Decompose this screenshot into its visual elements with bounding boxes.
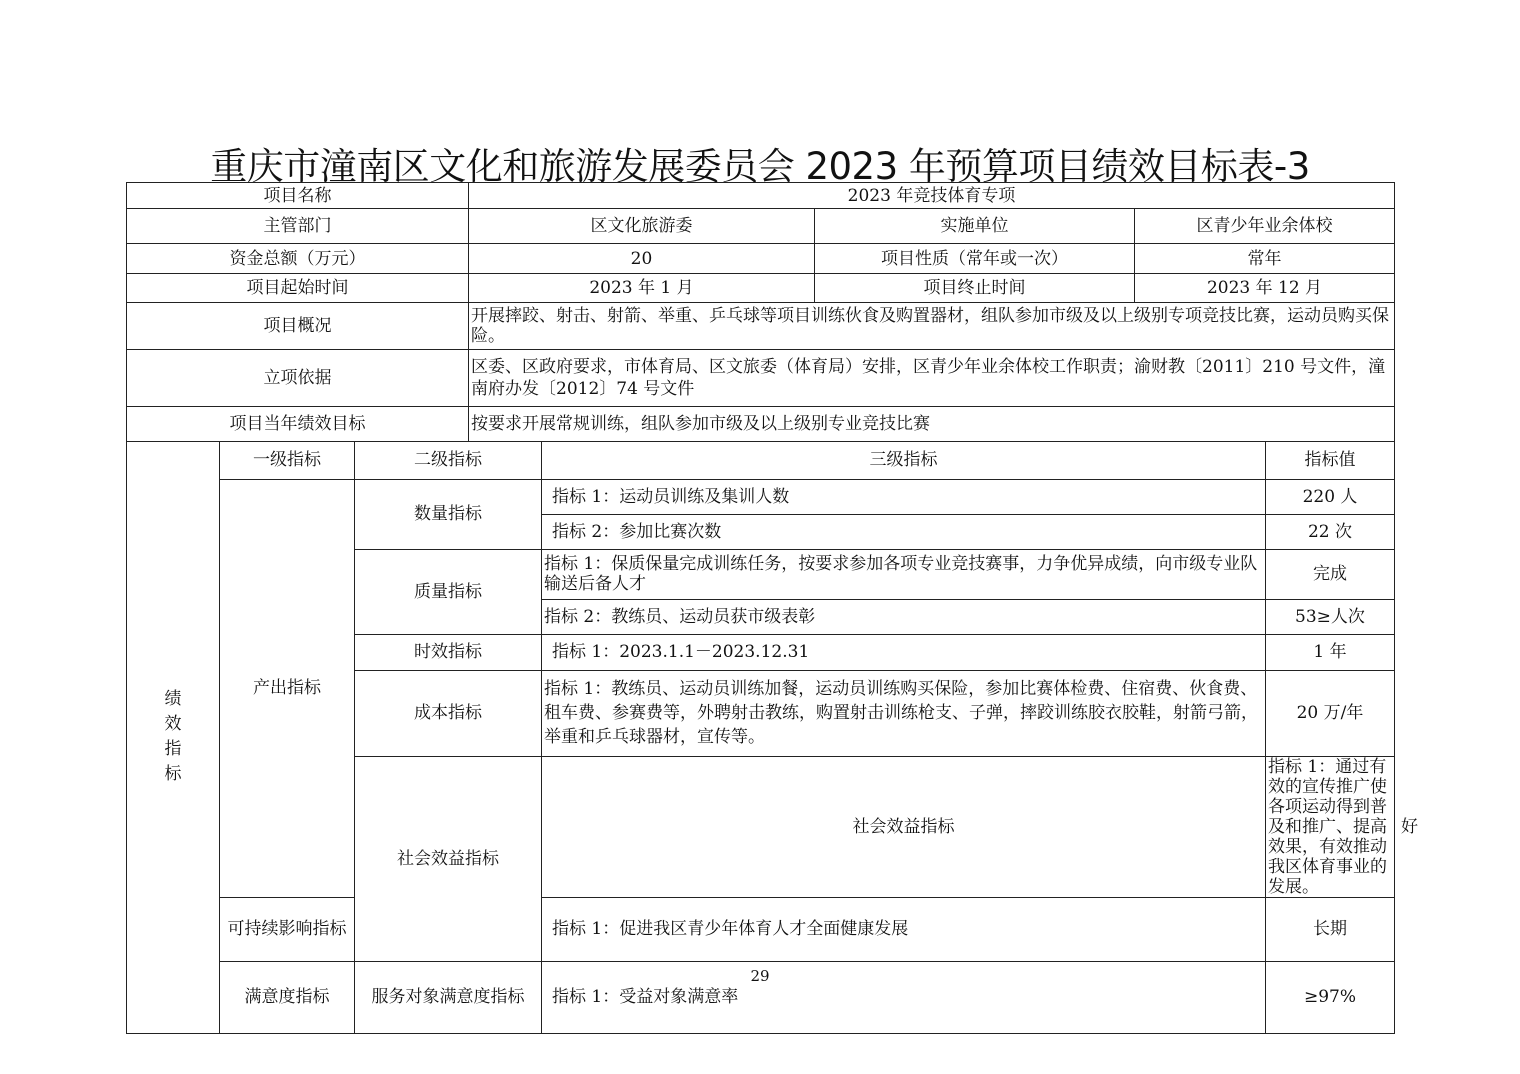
satisfaction-value-1: ≥97% (1266, 961, 1395, 1033)
sustainability-indicator: 可持续影响指标 (220, 897, 355, 961)
time-item-1: 指标 1：2023.1.1－2023.12.31 (542, 634, 1266, 670)
fund-value: 20 (469, 244, 815, 274)
cost-value-1: 20 万/年 (1266, 670, 1395, 756)
end-label: 项目终止时间 (815, 274, 1135, 303)
page-title: 重庆市潼南区文化和旅游发展委员会 2023 年预算项目绩效目标表-3 (210, 145, 1310, 188)
output-indicator: 产出指标 (220, 479, 355, 897)
impl-value: 区青少年业余体校 (1135, 209, 1395, 244)
nature-value: 常年 (1135, 244, 1395, 274)
cost-item-1: 指标 1：教练员、运动员训练加餐，运动员训练购买保险，参加比赛体检费、住宿费、伙食费、租车费、参赛费等，外聘射击教练，购置射击训练枪支、子弹，摔跤训练胶衣胶鞋，射箭弓箭，举重和乒乓球器材，宣传等。 (542, 670, 1266, 756)
cost-indicator: 成本指标 (355, 670, 542, 756)
impl-label: 实施单位 (815, 209, 1135, 244)
sustainability-item-1: 指标 1：促进我区青少年体育人才全面健康发展 (542, 897, 1266, 961)
overview-label: 项目概况 (127, 303, 469, 350)
satisfaction-item-1: 指标 1：受益对象满意率 (542, 961, 1266, 1033)
nature-label: 项目性质（常年或一次） (815, 244, 1135, 274)
quality-value-1: 完成 (1266, 549, 1395, 599)
social-benefit-level2: 社会效益指标 (542, 756, 1266, 897)
quantity-value-2: 22 次 (1266, 514, 1395, 549)
end-value: 2023 年 12 月 (1135, 274, 1395, 303)
sustainability-value-1: 长期 (1266, 897, 1395, 961)
quantity-indicator: 数量指标 (355, 479, 542, 549)
indicator-side-label (127, 442, 220, 1033)
goal-label: 项目当年绩效目标 (127, 407, 469, 442)
header-level1: 一级指标 (220, 442, 355, 479)
overview-value: 开展摔跤、射击、射箭、举重、乒乓球等项目训练伙食及购置器材，组队参加市级及以上级别专项竞技比赛，运动员购买保险。 (469, 303, 1395, 350)
satisfaction-level2: 服务对象满意度指标 (355, 961, 542, 1033)
quality-indicator: 质量指标 (355, 549, 542, 634)
quality-item-2: 指标 2：教练员、运动员获市级表彰 (542, 599, 1266, 634)
basis-label: 立项依据 (127, 350, 469, 407)
header-level3: 三级指标 (542, 442, 1266, 479)
satisfaction-level1: 满意度指标 (220, 961, 355, 1033)
start-label: 项目起始时间 (127, 274, 469, 303)
social-item-1: 指标 1：通过有效的宣传推广使各项运动得到普及和推广、提高效果，有效推动我区体育事业的发展。 (1266, 756, 1395, 897)
fund-label: 资金总额（万元） (127, 244, 469, 274)
start-value: 2023 年 1 月 (469, 274, 815, 303)
time-value-1: 1 年 (1266, 634, 1395, 670)
dept-label: 主管部门 (127, 209, 469, 244)
performance-table (126, 182, 1418, 1034)
header-level2: 二级指标 (355, 442, 542, 479)
project-name-label: 项目名称 (127, 183, 469, 209)
time-indicator: 时效指标 (355, 634, 542, 670)
indicator-table: 绩效指标 一级指标 二级指标 三级指标 指标值 产出指标 数量指标 指标 1：运动员训练及集训人数 220 人 指标 2：参加比赛次数 22 次 质量指标 指标 1：保质保量完成训练任务，按要求参加各项专业竞技赛事，力争优异成绩，向市级专业队输送后备人才 完成 指标 2：教练员、运动员获市级表彰 53≥人次 时效指标 指标 1：2023.1.1－2023.12.31 1 年 成本指标 指标 1：教练员、运动员训练加餐，运动员训练购买保险，参加比赛体检费、住宿费、伙食费、租车费、参赛费等，外聘射击教练，购置射击训练枪支、子弹，摔跤训练胶衣胶鞋，射箭弓箭，举重和乒乓球器材，宣传等。 20 万/年 社会效益指标 社会效益指标 指标 1：通过有效的宣传推广使各项运动得到普及和推广、提高效果，有效推动我区体育事业的发展。 好 可持续影响指标 指标 1：促进我区青少年体育人才全面健康发展 长期 满意度指标 服务对象满意度指标 指标 1：受益对象满意率 ≥97% (126, 442, 1395, 1034)
dept-value: 区文化旅游委 (469, 209, 815, 244)
social-benefit-level1: 社会效益指标 (355, 756, 542, 961)
quantity-item-1: 指标 1：运动员训练及集训人数 (542, 479, 1266, 514)
quantity-item-2: 指标 2：参加比赛次数 (542, 514, 1266, 549)
page-number: 29 (750, 967, 770, 985)
quantity-value-1: 220 人 (1266, 479, 1395, 514)
quality-value-2: 53≥人次 (1266, 599, 1395, 634)
side-label-text: 绩效指标 (164, 689, 182, 785)
quality-item-1: 指标 1：保质保量完成训练任务，按要求参加各项专业竞技赛事，力争优异成绩，向市级专业队输送后备人才 (542, 549, 1266, 599)
header-value: 指标值 (1266, 442, 1395, 479)
project-info-table (126, 182, 1395, 442)
project-name-value: 2023 年竞技体育专项 (469, 183, 1395, 209)
goal-value: 按要求开展常规训练，组队参加市级及以上级别专业竞技比赛 (469, 407, 1395, 442)
basis-value: 区委、区政府要求，市体育局、区文旅委（体育局）安排，区青少年业余体校工作职责；渝财教〔2011〕210 号文件，潼南府办发〔2012〕74 号文件 (469, 350, 1395, 407)
